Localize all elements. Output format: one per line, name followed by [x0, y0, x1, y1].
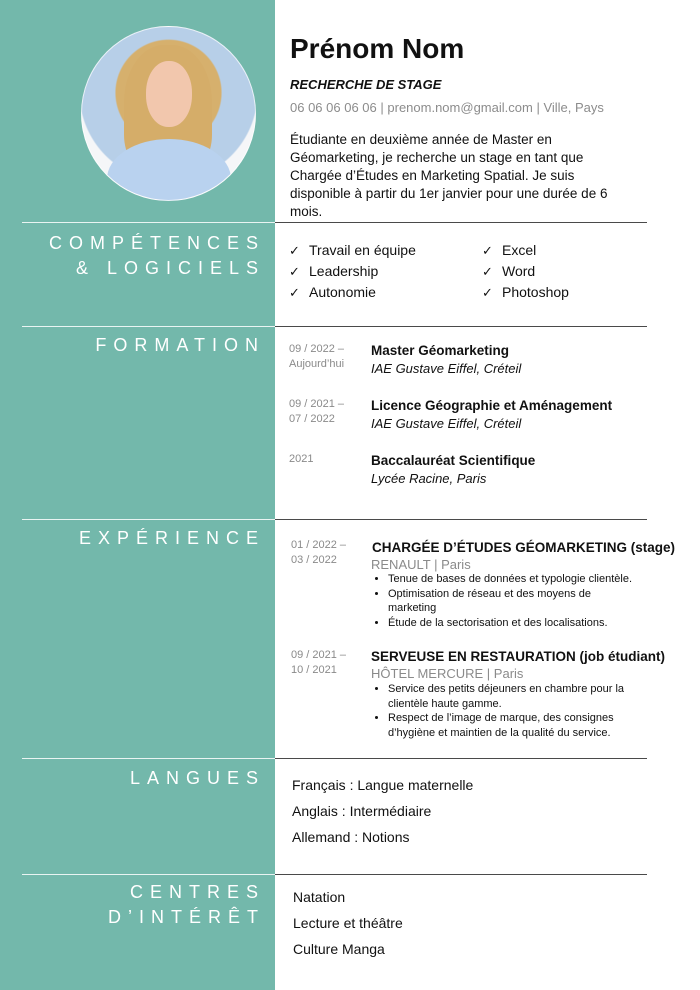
education-school: IAE Gustave Eiffel, Créteil	[371, 416, 522, 431]
skills-divider-right	[275, 222, 647, 223]
interests-title-line-1: CENTRES	[129, 882, 265, 902]
interest-item: Culture Manga	[293, 941, 385, 957]
software-item	[482, 261, 569, 282]
check-icon: ✓	[482, 243, 493, 258]
experience-job-title: CHARGÉE D’ÉTUDES GÉOMARKETING (stage)	[372, 540, 676, 555]
education-title-item: Baccalauréat Scientifique	[371, 453, 536, 468]
languages-divider-left	[22, 758, 275, 759]
date-end: 03 / 2022	[291, 554, 337, 566]
date-single: 2021	[289, 453, 314, 465]
skill-label: Autonomie	[309, 284, 376, 300]
languages-title: LANGUES	[129, 768, 265, 788]
check-icon: ✓	[289, 243, 300, 258]
experience-divider-right	[275, 519, 647, 520]
experience-bullet: • Tenue de bases de données et typologie clientèle.	[388, 572, 663, 587]
skills-title-line-1: COMPÉTENCES	[48, 233, 265, 253]
check-icon: ✓	[289, 285, 300, 300]
experience-bullet-list	[371, 682, 648, 740]
intro-paragraph: Étudiante en deuxième année de Master en Géomarketing, je recherche un stage en tant que Chargée d’Études en Marketing Spatial. Je suis disponible à partir du 1er janvier pour une durée de 6 mois.	[290, 132, 608, 219]
skills-title	[0, 231, 265, 281]
education-title: FORMATION	[95, 335, 265, 355]
language-item: Anglais : Intermédiaire	[292, 803, 432, 819]
skills-right-column	[482, 240, 569, 303]
date-end: Aujourd’hui	[289, 358, 345, 370]
experience-date	[291, 538, 361, 568]
contact-separator: |	[380, 100, 384, 115]
education-school: IAE Gustave Eiffel, Créteil	[371, 361, 522, 376]
skill-item	[289, 261, 416, 282]
skill-label: Leadership	[309, 263, 379, 279]
experience-bullet: • Service des petits déjeuners en chambre pour la clientèle haute gamme.	[388, 682, 648, 711]
education-divider-right	[275, 326, 647, 327]
experience-date	[291, 648, 361, 678]
software-label: Word	[502, 263, 536, 279]
software-label: Photoshop	[502, 284, 569, 300]
profile-photo	[81, 26, 256, 201]
skills-left-column	[289, 240, 416, 303]
languages-divider-right	[275, 758, 647, 759]
location-text: Ville, Pays	[543, 100, 604, 115]
photo-face-shape	[146, 61, 192, 127]
interests-divider-right	[275, 874, 647, 875]
interests-title	[0, 880, 265, 930]
education-school: Lycée Racine, Paris	[371, 471, 487, 486]
language-item: Allemand : Notions	[292, 829, 410, 845]
skill-label: Travail en équipe	[309, 242, 416, 258]
experience-title: EXPÉRIENCE	[78, 528, 265, 548]
skill-item	[289, 282, 416, 303]
education-date	[289, 342, 359, 372]
experience-company: HÔTEL MERCURE | Paris	[371, 666, 524, 681]
interest-item: Lecture et théâtre	[293, 915, 403, 931]
check-icon: ✓	[289, 264, 300, 279]
software-item	[482, 240, 569, 261]
education-date	[289, 452, 359, 467]
interests-title-line-2: D’INTÉRÊT	[108, 907, 265, 927]
education-date	[289, 397, 359, 427]
experience-bullet: • Optimisation de réseau et des moyens de marketing	[388, 587, 593, 616]
experience-job-title: SERVEUSE EN RESTAURATION (job étudiant)	[371, 649, 666, 664]
phone-number: 06 06 06 06 06	[290, 100, 377, 115]
contact-separator: |	[536, 100, 540, 115]
experience-bullet-list	[371, 572, 663, 630]
candidate-name: Prénom Nom	[290, 33, 465, 64]
date-start: 09 / 2021 –	[291, 649, 347, 661]
skills-title-line-2: & LOGICIELS	[75, 258, 265, 278]
date-start: 01 / 2022 –	[291, 539, 347, 551]
experience-bullet: • Étude de la sectorisation et des localisations.	[388, 616, 663, 631]
check-icon: ✓	[482, 264, 493, 279]
experience-bullet: • Respect de l’image de marque, des consignes d’hygiène et maintien de la qualité du service.	[388, 711, 648, 740]
skills-divider-left	[22, 222, 275, 223]
date-end: 10 / 2021	[291, 664, 337, 676]
language-item: Français : Langue maternelle	[292, 777, 474, 793]
date-start: 09 / 2021 –	[289, 398, 345, 410]
email-address[interactable]: prenom.nom@gmail.com	[387, 100, 533, 115]
check-icon: ✓	[482, 285, 493, 300]
date-end: 07 / 2022	[289, 413, 335, 425]
job-search-subtitle: RECHERCHE DE STAGE	[290, 77, 442, 92]
interest-item: Natation	[293, 889, 346, 905]
education-title-item: Master Géomarketing	[371, 343, 510, 358]
experience-divider-left	[22, 519, 275, 520]
experience-company: RENAULT | Paris	[371, 557, 471, 572]
education-divider-left	[22, 326, 275, 327]
skill-item	[289, 240, 416, 261]
interests-divider-left	[22, 874, 275, 875]
education-title-item: Licence Géographie et Aménagement	[371, 398, 613, 413]
software-label: Excel	[502, 242, 537, 258]
software-item	[482, 282, 569, 303]
contact-line	[290, 100, 604, 115]
date-start: 09 / 2022 –	[289, 343, 345, 355]
